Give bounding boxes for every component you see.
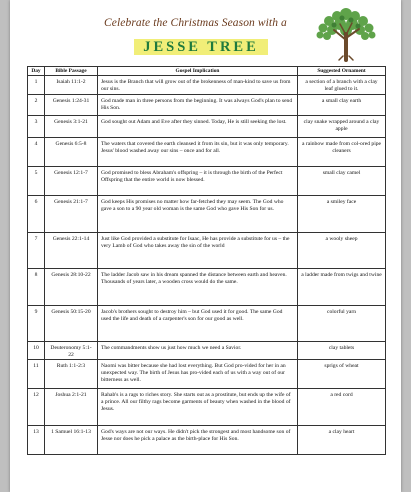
passage-cell: Isaiah 11:1-2 bbox=[45, 76, 98, 95]
day-cell: 4 bbox=[28, 138, 45, 167]
day-cell: 7 bbox=[28, 233, 45, 269]
header-bible-passage: Bible Passage bbox=[45, 67, 98, 76]
table-row bbox=[28, 360, 386, 389]
implication-cell: Jesus is the Branch that will grow out of the brokenness of man-kind to save us from our sins. bbox=[98, 76, 298, 95]
implication-cell: The commandments show us just how much we need a Savior. bbox=[98, 342, 298, 360]
page-title: Celebrate the Christmas Season with a bbox=[104, 17, 287, 29]
ornament-cell: clay tablets bbox=[298, 342, 386, 360]
ornament-cell: a ladder made from twigs and twine bbox=[298, 269, 386, 306]
passage-cell: 1 Samuel 16:1-13 bbox=[45, 426, 98, 455]
table-header-row bbox=[28, 67, 386, 76]
table-row bbox=[28, 116, 386, 138]
day-cell: 10 bbox=[28, 342, 45, 360]
table-row bbox=[28, 196, 386, 233]
table-row bbox=[28, 426, 386, 455]
ornament-cell: sprigs of wheat bbox=[298, 360, 386, 389]
jesse-tree-table bbox=[27, 66, 386, 455]
table-row bbox=[28, 269, 386, 306]
passage-cell: Genesis 21:1-7 bbox=[45, 196, 98, 233]
day-cell: 11 bbox=[28, 360, 45, 389]
passage-cell: Genesis 22:1-14 bbox=[45, 233, 98, 269]
header-suggested-ornament: Suggested Ornament bbox=[298, 67, 386, 76]
jesse-tree-icon bbox=[312, 4, 380, 62]
implication-cell: God keeps His promises no matter how far-fetched they may seem. The God who gave a son to a 90 year old woman is the same God who gave His Son for us. bbox=[98, 196, 298, 233]
implication-cell: God promised to bless Abraham's offspring – it is through the birth of the Perfect Offspring that the entire world is now blessed. bbox=[98, 167, 298, 196]
banner-text: JESSE TREE bbox=[143, 38, 259, 55]
ornament-cell: a clay heart bbox=[298, 426, 386, 455]
day-cell: 12 bbox=[28, 389, 45, 426]
passage-cell: Genesis 3:1-21 bbox=[45, 116, 98, 138]
table-row bbox=[28, 389, 386, 426]
header-gospel-implication: Gospel Implication bbox=[98, 67, 298, 76]
passage-cell: Genesis 28:10-22 bbox=[45, 269, 98, 306]
passage-cell: Genesis 1:24-31 bbox=[45, 95, 98, 116]
passage-cell: Genesis 12:1-7 bbox=[45, 167, 98, 196]
implication-cell: God's ways are not our ways. He didn't pick the strongest and most handsome son of Jesse nor does he pick a palace as the birth-place for His Son. bbox=[98, 426, 298, 455]
table-row bbox=[28, 233, 386, 269]
implication-cell: God made man in three persons from the beginning. It was always God's plan to send His Son. bbox=[98, 95, 298, 116]
ornament-cell: a wooly sheep bbox=[298, 233, 386, 269]
ornament-cell: colorful yarn bbox=[298, 306, 386, 342]
title-banner bbox=[134, 39, 268, 55]
header-day: Day bbox=[28, 67, 45, 76]
passage-cell: Ruth 1:1-2:3 bbox=[45, 360, 98, 389]
table-row bbox=[28, 306, 386, 342]
implication-cell: Rahab's is a rags to riches story. She starts out as a prostitute, but ends up the wife of a prince. All our filthy rags become garments of beauty when washed in the blood of Jesus. bbox=[98, 389, 298, 426]
page-header bbox=[10, 0, 401, 62]
table-row bbox=[28, 342, 386, 360]
table-row bbox=[28, 76, 386, 95]
passage-cell: Joshua 2:1-21 bbox=[45, 389, 98, 426]
table-row bbox=[28, 167, 386, 196]
day-cell: 2 bbox=[28, 95, 45, 116]
implication-cell: The waters that covered the earth cleansed it from its sin, but it was only temporary. Jesus' blood washed away our sins – once and for all. bbox=[98, 138, 298, 167]
ornament-cell: clay snake wrapped around a clay apple bbox=[298, 116, 386, 138]
day-cell: 8 bbox=[28, 269, 45, 306]
implication-cell: Naomi was bitter because she had lost everything. But God pro-vided for her in an unexpected way. The birth of Jesus has pro-vided each of us with a way out of our bitterness as well. bbox=[98, 360, 298, 389]
implication-cell: Just like God provided a substitute for Isaac, He has provide a substitute for us – the very Lamb of God who takes away the sin of the world bbox=[98, 233, 298, 269]
day-cell: 6 bbox=[28, 196, 45, 233]
day-cell: 9 bbox=[28, 306, 45, 342]
ornament-cell: a small clay earth bbox=[298, 95, 386, 116]
ornament-cell: a section of a branch with a clay leaf glued to it. bbox=[298, 76, 386, 95]
ornament-cell: small clay camel bbox=[298, 167, 386, 196]
table-row bbox=[28, 95, 386, 116]
day-cell: 1 bbox=[28, 76, 45, 95]
implication-cell: Jacob's brothers sought to destroy him – but God used it for good. The same God used the life and death of a carpenter's son for our good as well. bbox=[98, 306, 298, 342]
passage-cell: Genesis 6:5-8 bbox=[45, 138, 98, 167]
implication-cell: The ladder Jacob saw in his dream spanned the distance between earth and heaven. Thousands of years later, a wooden cross would do the same. bbox=[98, 269, 298, 306]
table-row bbox=[28, 138, 386, 167]
day-cell: 5 bbox=[28, 167, 45, 196]
document-page bbox=[10, 0, 401, 492]
day-cell: 13 bbox=[28, 426, 45, 455]
ornament-cell: a red cord bbox=[298, 389, 386, 426]
implication-cell: God sought out Adam and Eve after they sinned. Today, He is still seeking the lost. bbox=[98, 116, 298, 138]
day-cell: 3 bbox=[28, 116, 45, 138]
passage-cell: Genesis 50:15-20 bbox=[45, 306, 98, 342]
passage-cell: Deuteronomy 5:1-22 bbox=[45, 342, 98, 360]
ornament-cell: a rainbow made from col-ored pipe cleaners bbox=[298, 138, 386, 167]
ornament-cell: a smiley face bbox=[298, 196, 386, 233]
